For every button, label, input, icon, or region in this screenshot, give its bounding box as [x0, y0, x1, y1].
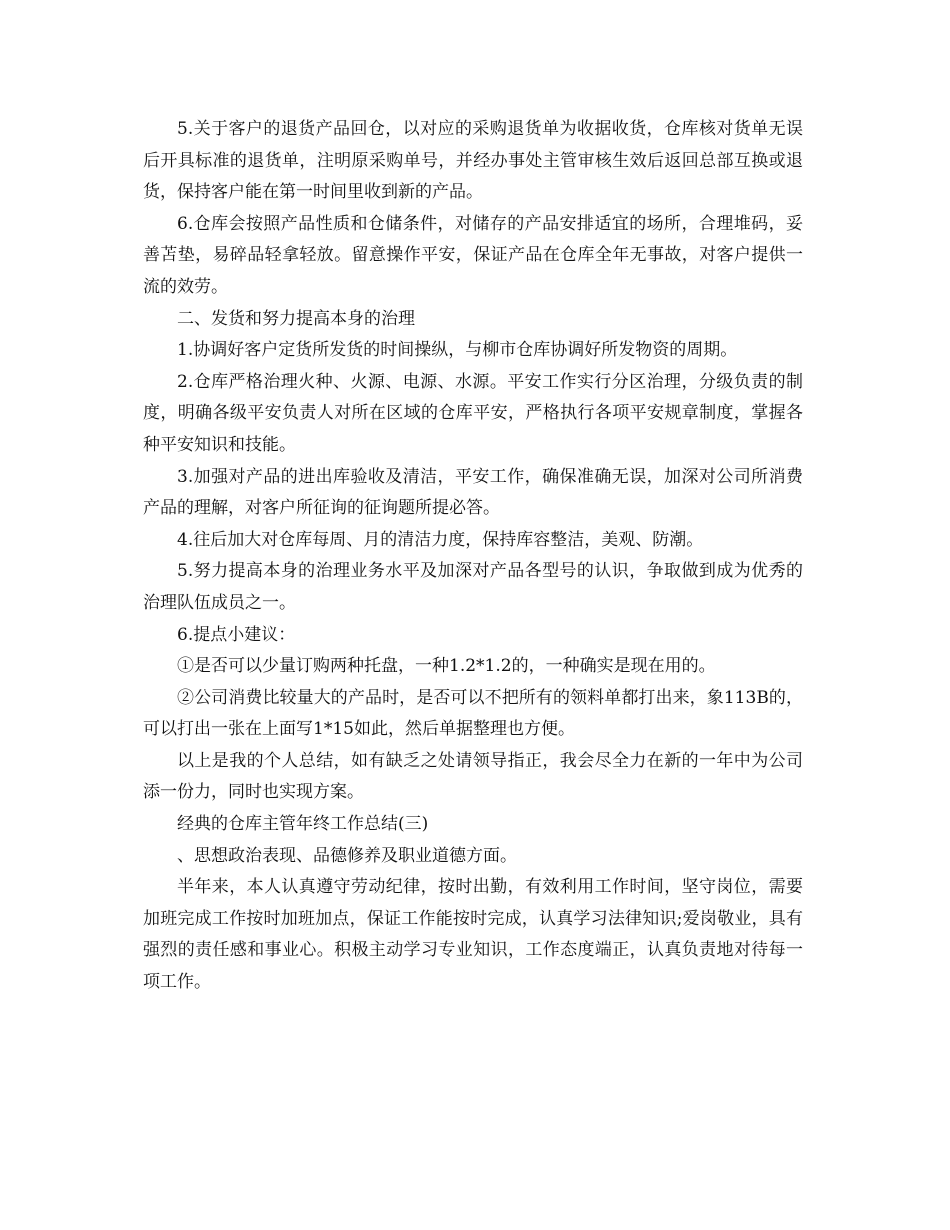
paragraph-suggestion-1: ①是否可以少量订购两种托盘，一种1.2*1.2的，一种确实是现在用的。	[177, 656, 716, 677]
paragraph-half-year: 半年来，本人认真遵守劳动纪律，按时出勤，有效利用工作时间，坚守岗位，需要加班完成工作按时加班加点，保证工作能按时完成，认真学习法律知识;爱岗敬业，具有强烈的责任感和事业心。积极主动学习专业知识，工作态度端正，认真负责地对待每一项工作。	[143, 877, 803, 993]
paragraph-storage-arrangement: 6.仓库会按照产品性质和仓储条件，对储存的产品安排适宜的场所，合理堆码，妥善苫垫，易碎品轻拿轻放。留意操作平安，保证产品在仓库全年无事故，对客户提供一流的效劳。	[143, 213, 803, 297]
paragraph-item-1: 1.协调好客户定货所发货的时间操纵，与柳市仓库协调好所发物资的周期。	[177, 340, 738, 361]
paragraph-item-4: 4.往后加大对仓库每周、月的清洁力度，保持库容整洁，美观、防潮。	[177, 529, 704, 550]
paragraph-return-goods: 5.关于客户的退货产品回仓，以对应的采购退货单为收据收货，仓库核对货单无误后开具标准的退货单，注明原采购单号，并经办事处主管审核生效后返回总部互换或退货，保持客户能在第一时间里收到新的产品。	[143, 119, 803, 203]
paragraph-summary: 以上是我的个人总结，如有缺乏之处请领导指正，我会尽全力在新的一年中为公司添一份力，同时也实现方案。	[143, 750, 803, 803]
section-heading-shipping: 二、发货和努力提高本身的治理	[177, 308, 415, 329]
paragraph-suggestion-2: ②公司消费比较量大的产品时，是否可以不把所有的领料单都打出来，象113B的，可以打出一张在上面写1*15如此，然后单据整理也方便。	[143, 687, 803, 740]
paragraph-politics-heading: 、思想政治表现、品德修养及职业道德方面。	[177, 845, 517, 866]
document-subtitle: 经典的仓库主管年终工作总结(三)	[177, 814, 429, 835]
paragraph-item-2: 2.仓库严格治理火种、火源、电源、水源。平安工作实行分区治理，分级负责的制度，明确各级平安负责人对所在区域的仓库平安，严格执行各项平安规章制度，掌握各种平安知识和技能。	[143, 371, 803, 455]
paragraph-item-3: 3.加强对产品的进出库验收及清洁，平安工作，确保准确无误，加深对公司所消费产品的理解，对客户所征询的征询题所提必答。	[143, 466, 803, 519]
paragraph-item-6: 6.提点小建议：	[177, 624, 296, 645]
document-body	[143, 114, 803, 999]
paragraph-item-5: 5.努力提高本身的治理业务水平及加深对产品各型号的认识，争取做到成为优秀的治理队伍成员之一。	[143, 561, 803, 613]
